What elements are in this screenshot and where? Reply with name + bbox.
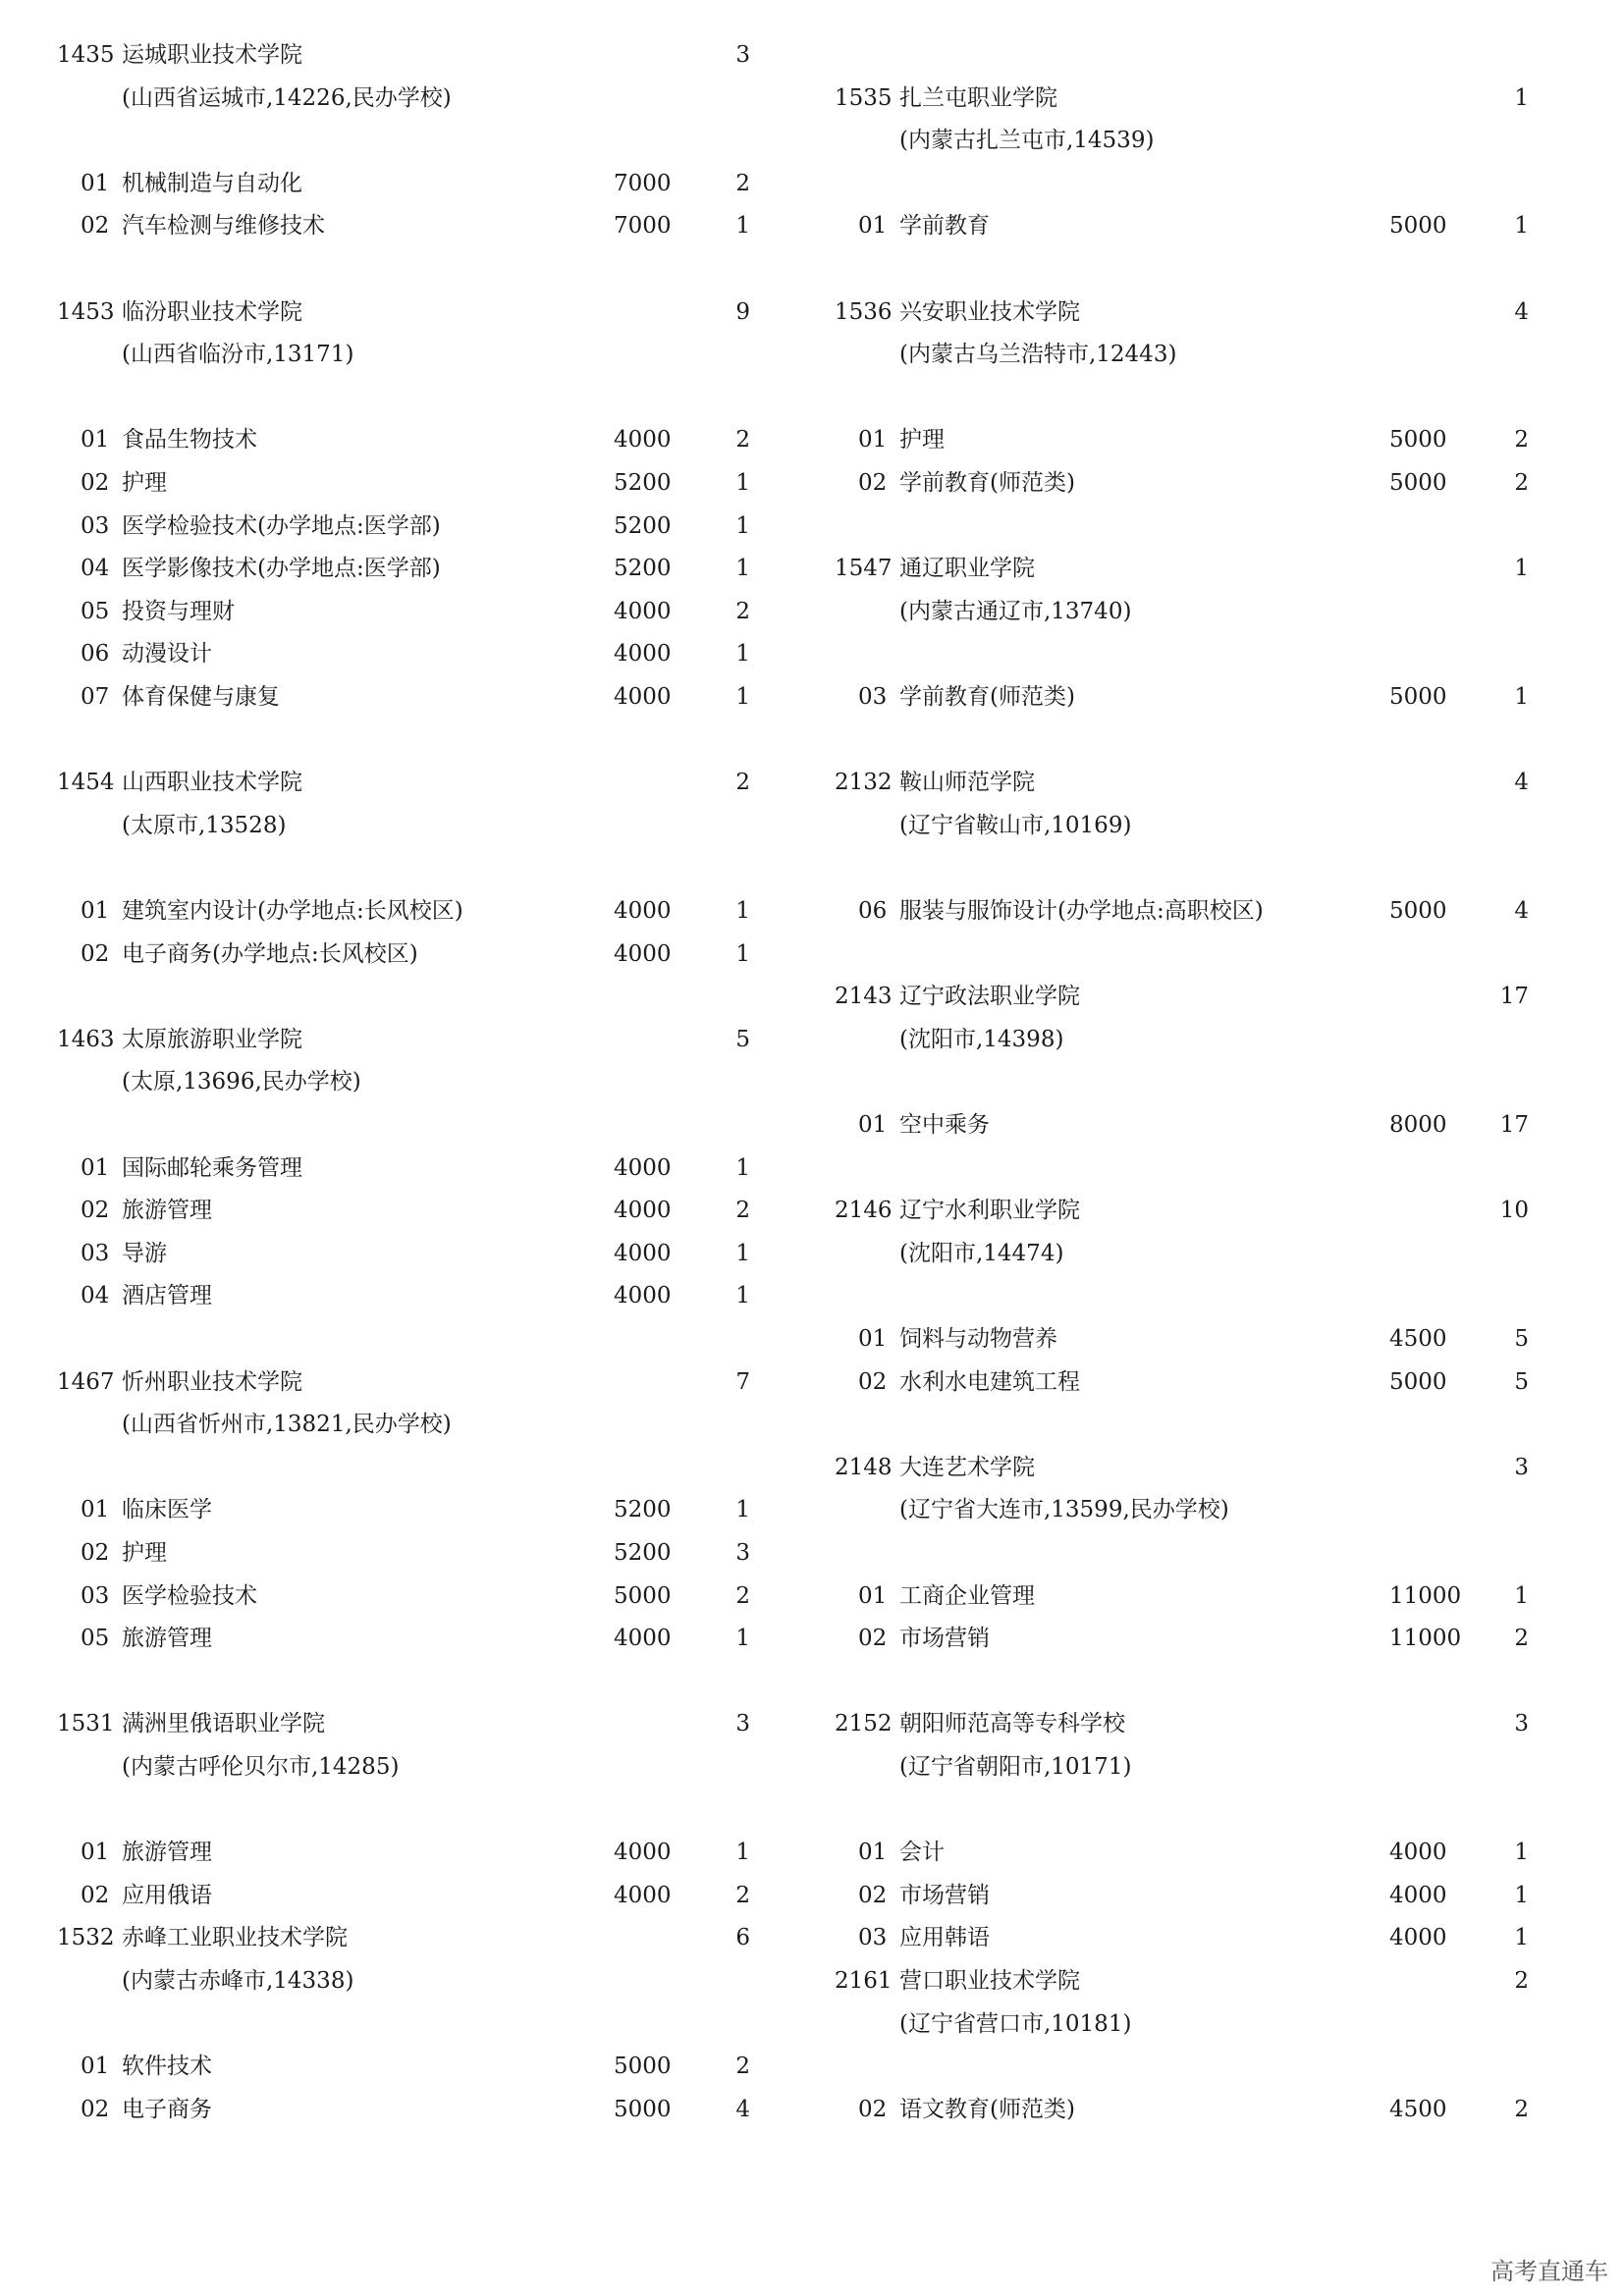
school-name: 扎兰屯职业学院 — [899, 84, 1057, 111]
major-row — [785, 1881, 1571, 1910]
major-name: 服装与服饰设计(办学地点:高职校区) — [899, 898, 1264, 924]
major-name: 电子商务(办学地点:长风校区) — [122, 940, 418, 967]
school-location-row — [0, 1752, 785, 1782]
major-code: 02 — [81, 940, 110, 967]
major-fee: 4000 — [614, 598, 672, 624]
major-name: 酒店管理 — [122, 1283, 212, 1309]
major-fee: 5200 — [614, 556, 672, 582]
major-count: 2 — [735, 1882, 750, 1908]
major-code: 01 — [858, 213, 888, 240]
school-location: (辽宁省朝阳市,10171) — [899, 1754, 1132, 1780]
school-row — [785, 1196, 1571, 1225]
major-name: 机械制造与自动化 — [122, 170, 302, 196]
major-count: 2 — [1514, 2096, 1529, 2122]
major-name: 学前教育 — [899, 213, 990, 240]
major-fee: 4000 — [614, 1154, 672, 1181]
major-name: 动漫设计 — [122, 641, 212, 667]
major-count: 2 — [735, 427, 750, 454]
major-name: 投资与理财 — [122, 598, 235, 624]
major-code: 02 — [81, 1540, 110, 1566]
major-name: 旅游管理 — [122, 1198, 212, 1224]
major-name: 护理 — [122, 1540, 167, 1566]
major-count: 2 — [1514, 1626, 1529, 1652]
major-row — [0, 1153, 785, 1183]
school-row — [785, 83, 1571, 113]
school-name: 通辽职业学院 — [899, 556, 1035, 582]
major-count: 2 — [735, 598, 750, 624]
school-row — [0, 1923, 785, 1952]
major-count: 1 — [1514, 1882, 1529, 1908]
major-fee: 4000 — [1389, 1882, 1447, 1908]
major-fee: 5000 — [1389, 898, 1447, 924]
major-fee: 4000 — [614, 1840, 672, 1866]
school-location-row — [785, 2009, 1571, 2039]
major-code: 03 — [81, 512, 110, 539]
major-row — [785, 1838, 1571, 1867]
major-row — [785, 1923, 1571, 1952]
school-location-row — [785, 1239, 1571, 1268]
school-name: 兴安职业技术学院 — [899, 298, 1080, 325]
school-location: (辽宁省营口市,10181) — [899, 2010, 1132, 2037]
major-row — [785, 1581, 1571, 1611]
school-code: 2152 — [835, 1711, 893, 1737]
major-code: 04 — [81, 1283, 110, 1309]
major-code: 01 — [81, 1840, 110, 1866]
school-count: 3 — [735, 1711, 750, 1737]
school-code: 2148 — [835, 1454, 893, 1480]
major-fee: 4000 — [614, 898, 672, 924]
major-code: 03 — [858, 684, 888, 710]
school-code: 1532 — [57, 1925, 115, 1951]
school-name: 辽宁水利职业学院 — [899, 1198, 1080, 1224]
major-code: 01 — [858, 1582, 888, 1609]
major-code: 01 — [81, 170, 110, 196]
major-row — [0, 1538, 785, 1568]
major-row — [785, 1324, 1571, 1354]
major-code: 01 — [81, 1497, 110, 1523]
school-location-row — [0, 1067, 785, 1096]
major-name: 软件技术 — [122, 2054, 212, 2080]
major-fee: 5000 — [1389, 684, 1447, 710]
school-location-row — [785, 1752, 1571, 1782]
major-count: 1 — [735, 213, 750, 240]
major-count: 1 — [735, 641, 750, 667]
major-fee: 4000 — [614, 1626, 672, 1652]
school-code: 1453 — [57, 298, 115, 325]
school-count: 3 — [1514, 1454, 1529, 1480]
major-code: 02 — [858, 1368, 888, 1395]
major-count: 4 — [735, 2096, 750, 2122]
major-row — [0, 2095, 785, 2124]
major-name: 应用俄语 — [122, 1882, 212, 1908]
major-name: 语文教育(师范类) — [899, 2096, 1075, 2122]
school-location-row — [785, 1495, 1571, 1524]
school-name: 朝阳师范高等专科学校 — [899, 1711, 1125, 1737]
school-name: 营口职业技术学院 — [899, 1968, 1080, 1994]
major-count: 2 — [735, 1582, 750, 1609]
major-row — [0, 1196, 785, 1225]
school-code: 2146 — [835, 1198, 893, 1224]
school-code: 2132 — [835, 770, 893, 796]
major-code: 02 — [81, 1882, 110, 1908]
major-name: 旅游管理 — [122, 1840, 212, 1866]
school-code: 1536 — [835, 298, 893, 325]
major-code: 03 — [858, 1925, 888, 1951]
school-location-row — [0, 83, 785, 113]
major-row — [785, 1367, 1571, 1397]
major-name: 医学检验技术(办学地点:医学部) — [122, 512, 441, 539]
school-location-row — [785, 597, 1571, 626]
school-name: 大连艺术学院 — [899, 1454, 1035, 1480]
major-code: 01 — [858, 1326, 888, 1352]
major-row — [0, 639, 785, 668]
major-row — [785, 211, 1571, 240]
school-location-row — [0, 340, 785, 369]
major-row — [785, 425, 1571, 454]
major-fee: 4000 — [614, 1882, 672, 1908]
school-row — [0, 1367, 785, 1397]
major-row — [0, 1495, 785, 1524]
major-count: 5 — [1514, 1368, 1529, 1395]
major-count: 1 — [1514, 1582, 1529, 1609]
major-row — [785, 896, 1571, 926]
major-name: 电子商务 — [122, 2096, 212, 2122]
major-name: 市场营销 — [899, 1626, 990, 1652]
school-count: 5 — [735, 1026, 750, 1052]
school-count: 17 — [1499, 984, 1529, 1010]
major-count: 1 — [735, 512, 750, 539]
major-count: 1 — [735, 556, 750, 582]
major-name: 体育保健与康复 — [122, 684, 280, 710]
major-row — [785, 2095, 1571, 2124]
major-name: 旅游管理 — [122, 1626, 212, 1652]
school-name: 鞍山师范学院 — [899, 770, 1035, 796]
major-code: 02 — [81, 2096, 110, 2122]
school-code: 1454 — [57, 770, 115, 796]
major-name: 医学检验技术 — [122, 1582, 257, 1609]
major-fee: 5000 — [614, 1582, 672, 1609]
major-name: 导游 — [122, 1240, 167, 1266]
major-fee: 11000 — [1389, 1582, 1462, 1609]
major-code: 01 — [81, 2054, 110, 2080]
major-code: 04 — [81, 556, 110, 582]
school-location: (内蒙古扎兰屯市,14539) — [899, 128, 1155, 154]
school-row — [785, 1709, 1571, 1738]
major-fee: 5000 — [1389, 213, 1447, 240]
school-name: 太原旅游职业学院 — [122, 1026, 302, 1052]
major-count: 17 — [1499, 1112, 1529, 1138]
major-code: 05 — [81, 1626, 110, 1652]
major-row — [785, 468, 1571, 498]
major-name: 工商企业管理 — [899, 1582, 1035, 1609]
major-name: 建筑室内设计(办学地点:长风校区) — [122, 898, 463, 924]
school-location-row — [785, 1025, 1571, 1054]
major-fee: 5200 — [614, 1540, 672, 1566]
major-code: 06 — [81, 641, 110, 667]
major-code: 01 — [81, 898, 110, 924]
major-row — [0, 169, 785, 198]
major-fee: 4000 — [614, 940, 672, 967]
major-count: 2 — [1514, 470, 1529, 496]
major-count: 1 — [735, 684, 750, 710]
major-fee: 4000 — [614, 684, 672, 710]
major-row — [0, 1624, 785, 1653]
school-count: 10 — [1499, 1198, 1529, 1224]
major-fee: 5200 — [614, 470, 672, 496]
major-name: 饲料与动物营养 — [899, 1326, 1057, 1352]
school-location-row — [785, 340, 1571, 369]
school-name: 赤峰工业职业技术学院 — [122, 1925, 348, 1951]
major-code: 01 — [858, 427, 888, 454]
school-count: 3 — [1514, 1711, 1529, 1737]
major-count: 1 — [735, 1154, 750, 1181]
school-row — [785, 554, 1571, 583]
school-location: (辽宁省鞍山市,10169) — [899, 812, 1132, 838]
school-count: 1 — [1514, 84, 1529, 111]
major-count: 1 — [735, 940, 750, 967]
major-code: 07 — [81, 684, 110, 710]
major-row — [0, 554, 785, 583]
major-name: 应用韩语 — [899, 1925, 990, 1951]
school-code: 1435 — [57, 42, 115, 68]
major-fee: 4500 — [1389, 2096, 1447, 2122]
left-column — [0, 0, 785, 2296]
school-row — [785, 1966, 1571, 1996]
major-fee: 7000 — [614, 213, 672, 240]
major-row — [0, 939, 785, 969]
major-fee: 5000 — [1389, 1368, 1447, 1395]
major-row — [0, 1881, 785, 1910]
major-code: 05 — [81, 598, 110, 624]
major-count: 1 — [735, 1840, 750, 1866]
major-name: 护理 — [899, 427, 945, 454]
school-row — [785, 982, 1571, 1011]
major-code: 02 — [858, 1626, 888, 1652]
school-location: (沈阳市,14398) — [899, 1026, 1064, 1052]
major-fee: 8000 — [1389, 1112, 1447, 1138]
major-count: 2 — [735, 2054, 750, 2080]
major-fee: 4000 — [614, 1240, 672, 1266]
major-count: 1 — [735, 1283, 750, 1309]
major-code: 02 — [858, 470, 888, 496]
major-count: 1 — [735, 1626, 750, 1652]
school-row — [0, 768, 785, 797]
major-code: 03 — [81, 1582, 110, 1609]
major-fee: 4500 — [1389, 1326, 1447, 1352]
major-code: 01 — [858, 1840, 888, 1866]
major-code: 01 — [858, 1112, 888, 1138]
school-name: 忻州职业技术学院 — [122, 1368, 302, 1395]
major-code: 02 — [858, 2096, 888, 2122]
school-row — [0, 40, 785, 70]
school-location: (沈阳市,14474) — [899, 1240, 1064, 1266]
school-location-row — [0, 811, 785, 840]
school-count: 7 — [735, 1368, 750, 1395]
school-location: (内蒙古赤峰市,14338) — [122, 1968, 354, 1994]
school-location: (山西省临汾市,13171) — [122, 342, 354, 368]
major-code: 02 — [858, 1882, 888, 1908]
major-count: 2 — [1514, 427, 1529, 454]
school-location-row — [0, 1966, 785, 1996]
major-count: 2 — [735, 170, 750, 196]
school-location: (内蒙古呼伦贝尔市,14285) — [122, 1754, 400, 1780]
major-code: 03 — [81, 1240, 110, 1266]
school-row — [785, 297, 1571, 327]
major-count: 1 — [1514, 1925, 1529, 1951]
school-code: 1535 — [835, 84, 893, 111]
school-location-row — [0, 1410, 785, 1439]
major-name: 会计 — [899, 1840, 945, 1866]
major-count: 1 — [735, 1497, 750, 1523]
major-name: 空中乘务 — [899, 1112, 990, 1138]
school-location: (内蒙古通辽市,13740) — [899, 598, 1132, 624]
major-fee: 5000 — [1389, 427, 1447, 454]
major-fee: 5000 — [614, 2096, 672, 2122]
major-code: 02 — [81, 1198, 110, 1224]
major-count: 4 — [1514, 898, 1529, 924]
major-row — [0, 1281, 785, 1310]
school-count: 2 — [1514, 1968, 1529, 1994]
school-count: 2 — [735, 770, 750, 796]
major-row — [785, 682, 1571, 712]
school-code: 1547 — [835, 556, 893, 582]
major-count: 1 — [1514, 213, 1529, 240]
right-column — [785, 0, 1571, 2296]
major-name: 食品生物技术 — [122, 427, 257, 454]
major-count: 1 — [1514, 684, 1529, 710]
major-row — [0, 211, 785, 240]
major-row — [0, 682, 785, 712]
school-count: 4 — [1514, 298, 1529, 325]
school-location: (山西省忻州市,13821,民办学校) — [122, 1412, 452, 1438]
major-row — [0, 896, 785, 926]
major-count: 1 — [735, 898, 750, 924]
major-name: 临床医学 — [122, 1497, 212, 1523]
major-row — [0, 468, 785, 498]
major-fee: 4000 — [614, 1198, 672, 1224]
major-count: 5 — [1514, 1326, 1529, 1352]
school-name: 临汾职业技术学院 — [122, 298, 302, 325]
major-name: 国际邮轮乘务管理 — [122, 1154, 302, 1181]
major-count: 1 — [735, 470, 750, 496]
watermark: 高考直通车 — [1490, 2258, 1608, 2285]
major-row — [0, 511, 785, 541]
major-row — [0, 1239, 785, 1268]
major-count: 3 — [735, 1540, 750, 1566]
school-name: 辽宁政法职业学院 — [899, 984, 1080, 1010]
school-count: 1 — [1514, 556, 1529, 582]
major-name: 水利水电建筑工程 — [899, 1368, 1080, 1395]
school-code: 2143 — [835, 984, 893, 1010]
major-fee: 4000 — [614, 427, 672, 454]
major-fee: 4000 — [614, 1283, 672, 1309]
major-fee: 11000 — [1389, 1626, 1462, 1652]
school-location: (辽宁省大连市,13599,民办学校) — [899, 1497, 1229, 1523]
major-fee: 4000 — [614, 641, 672, 667]
school-row — [785, 1453, 1571, 1482]
major-fee: 5000 — [614, 2054, 672, 2080]
school-location: (山西省运城市,14226,民办学校) — [122, 84, 452, 111]
major-code: 06 — [858, 898, 888, 924]
major-fee: 7000 — [614, 170, 672, 196]
major-name: 护理 — [122, 470, 167, 496]
major-row — [785, 1624, 1571, 1653]
school-count: 3 — [735, 42, 750, 68]
major-fee: 4000 — [1389, 1925, 1447, 1951]
school-code: 2161 — [835, 1968, 893, 1994]
school-row — [0, 1709, 785, 1738]
school-location: (内蒙古乌兰浩特市,12443) — [899, 342, 1177, 368]
major-row — [0, 2052, 785, 2081]
major-fee: 5200 — [614, 1497, 672, 1523]
major-code: 01 — [81, 1154, 110, 1181]
school-name: 山西职业技术学院 — [122, 770, 302, 796]
major-name: 市场营销 — [899, 1882, 990, 1908]
school-location: (太原市,13528) — [122, 812, 287, 838]
major-count: 1 — [1514, 1840, 1529, 1866]
major-row — [0, 1838, 785, 1867]
major-row — [785, 1110, 1571, 1140]
major-count: 1 — [735, 1240, 750, 1266]
school-location: (太原,13696,民办学校) — [122, 1069, 361, 1095]
major-name: 汽车检测与维修技术 — [122, 213, 325, 240]
major-name: 学前教育(师范类) — [899, 684, 1075, 710]
school-count: 9 — [735, 298, 750, 325]
school-code: 1463 — [57, 1026, 115, 1052]
major-fee: 5200 — [614, 512, 672, 539]
major-row — [0, 1581, 785, 1611]
major-code: 02 — [81, 470, 110, 496]
major-code: 02 — [81, 213, 110, 240]
major-fee: 5000 — [1389, 470, 1447, 496]
major-code: 01 — [81, 427, 110, 454]
major-row — [0, 425, 785, 454]
school-row — [785, 768, 1571, 797]
school-code: 1467 — [57, 1368, 115, 1395]
school-name: 满洲里俄语职业学院 — [122, 1711, 325, 1737]
major-name: 学前教育(师范类) — [899, 470, 1075, 496]
school-row — [0, 1025, 785, 1054]
school-name: 运城职业技术学院 — [122, 42, 302, 68]
major-row — [0, 597, 785, 626]
major-count: 2 — [735, 1198, 750, 1224]
major-name: 医学影像技术(办学地点:医学部) — [122, 556, 441, 582]
major-fee: 4000 — [1389, 1840, 1447, 1866]
school-location-row — [785, 126, 1571, 155]
school-location-row — [785, 811, 1571, 840]
school-code: 1531 — [57, 1711, 115, 1737]
school-count: 6 — [735, 1925, 750, 1951]
school-count: 4 — [1514, 770, 1529, 796]
school-row — [0, 297, 785, 327]
